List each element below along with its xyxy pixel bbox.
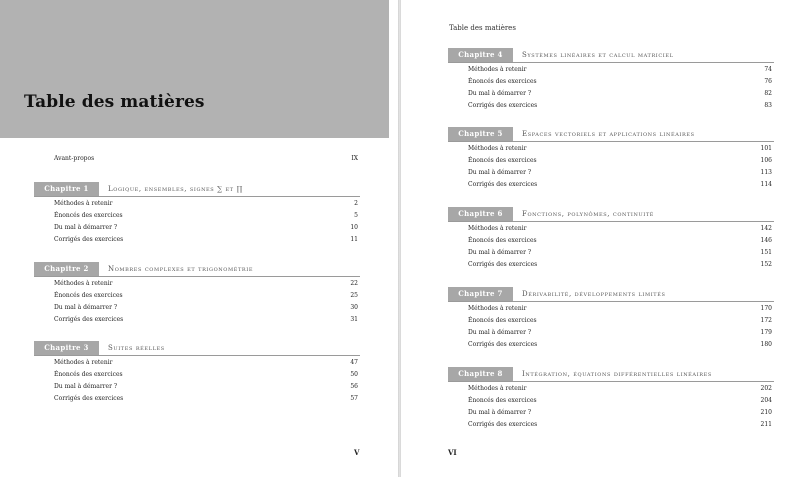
entry-page: 202 — [760, 385, 772, 392]
entry-label: Du mal à démarrer ? — [54, 304, 118, 311]
entry-page: 83 — [764, 102, 772, 109]
chapter-title: Espaces vectoriels et applications linéaires — [522, 130, 695, 138]
entry-page: 56 — [350, 383, 358, 390]
chapter-badge: Chapitre 6 — [448, 207, 513, 221]
chapter-badge: Chapitre 5 — [448, 127, 513, 141]
entry-page: 50 — [350, 371, 358, 378]
entry-page: 76 — [764, 78, 772, 85]
chapter-rule — [34, 196, 360, 197]
entry-page: 82 — [764, 90, 772, 97]
toc-row[interactable] — [468, 65, 772, 74]
toc-row[interactable] — [54, 279, 358, 288]
toc-row[interactable] — [468, 224, 772, 233]
foreword-row[interactable] — [54, 154, 358, 163]
chapter-title: Fonctions, polynômes, continuité — [522, 210, 655, 218]
toc-row[interactable] — [54, 291, 358, 300]
entry-page: 151 — [760, 249, 772, 256]
title-band — [0, 0, 389, 138]
chapter-badge: Chapitre 3 — [34, 341, 99, 355]
toc-row[interactable] — [468, 328, 772, 337]
chapter-badge: Chapitre 7 — [448, 287, 513, 301]
chapter-8-heading[interactable] — [448, 367, 774, 381]
chapter-title: Suites réelles — [108, 344, 165, 352]
entry-label: Du mal à démarrer ? — [54, 383, 118, 390]
entry-page: 22 — [350, 280, 358, 287]
toc-row[interactable] — [468, 89, 772, 98]
entry-page: 152 — [760, 261, 772, 268]
entry-page: 204 — [760, 397, 772, 404]
entry-page: 10 — [350, 224, 358, 231]
page-title: Table des matières — [24, 92, 205, 112]
entry-label: Corrigés des exercices — [468, 341, 538, 348]
right-page — [401, 0, 800, 477]
page-number: VI — [448, 448, 457, 457]
toc-row[interactable] — [468, 316, 772, 325]
toc-row[interactable] — [54, 303, 358, 312]
toc-row[interactable] — [468, 180, 772, 189]
toc-row[interactable] — [468, 168, 772, 177]
toc-row[interactable] — [54, 199, 358, 208]
toc-row[interactable] — [54, 211, 358, 220]
entry-page: 172 — [760, 317, 772, 324]
chapter-5-heading[interactable] — [448, 127, 774, 141]
entry-page: 31 — [350, 316, 358, 323]
chapter-6-heading[interactable] — [448, 207, 774, 221]
toc-row[interactable] — [468, 77, 772, 86]
chapter-title: Systèmes linéaires et calcul matriciel — [522, 51, 674, 59]
entry-page: 113 — [760, 169, 772, 176]
entry-label: Du mal à démarrer ? — [468, 409, 532, 416]
toc-row[interactable] — [468, 408, 772, 417]
entry-label: Corrigés des exercices — [468, 421, 538, 428]
entry-label: Du mal à démarrer ? — [468, 249, 532, 256]
entry-page: 47 — [350, 359, 358, 366]
toc-row[interactable] — [468, 236, 772, 245]
toc-row[interactable] — [54, 382, 358, 391]
entry-label: Méthodes à retenir — [54, 280, 113, 287]
entry-label: Du mal à démarrer ? — [54, 224, 118, 231]
entry-page: IX — [351, 155, 358, 162]
entry-label: Énoncés des exercices — [54, 371, 123, 378]
entry-label: Corrigés des exercices — [468, 261, 538, 268]
entry-page: 114 — [760, 181, 772, 188]
entry-label: Énoncés des exercices — [468, 237, 537, 244]
chapter-badge: Chapitre 8 — [448, 367, 513, 381]
entry-label: Du mal à démarrer ? — [468, 169, 532, 176]
chapter-2-heading[interactable] — [34, 262, 360, 276]
toc-row[interactable] — [468, 384, 772, 393]
entry-page: 211 — [760, 421, 772, 428]
chapter-badge: Chapitre 2 — [34, 262, 99, 276]
entry-label: Corrigés des exercices — [54, 316, 124, 323]
entry-page: 30 — [350, 304, 358, 311]
entry-label: Énoncés des exercices — [468, 317, 537, 324]
entry-label: Énoncés des exercices — [468, 78, 537, 85]
entry-label: Méthodes à retenir — [468, 385, 527, 392]
entry-label: Méthodes à retenir — [468, 305, 527, 312]
toc-row[interactable] — [468, 420, 772, 429]
toc-row[interactable] — [468, 304, 772, 313]
chapter-1-heading[interactable] — [34, 182, 360, 196]
entry-label: Méthodes à retenir — [54, 200, 113, 207]
toc-row[interactable] — [468, 156, 772, 165]
chapter-rule — [448, 62, 774, 63]
entry-page: 2 — [354, 200, 358, 207]
entry-label: Du mal à démarrer ? — [468, 329, 532, 336]
chapter-7-heading[interactable] — [448, 287, 774, 301]
chapter-badge: Chapitre 1 — [34, 182, 99, 196]
toc-row[interactable] — [54, 394, 358, 403]
entry-label: Méthodes à retenir — [468, 145, 527, 152]
entry-page: 11 — [350, 236, 358, 243]
entry-page: 146 — [760, 237, 772, 244]
entry-page: 170 — [760, 305, 772, 312]
chapter-rule — [448, 221, 774, 222]
entry-label: Méthodes à retenir — [468, 225, 527, 232]
toc-row[interactable] — [54, 370, 358, 379]
entry-page: 179 — [760, 329, 772, 336]
entry-page: 101 — [760, 145, 772, 152]
chapter-title: Nombres complexes et trigonométrie — [108, 265, 254, 273]
entry-label: Méthodes à retenir — [468, 66, 527, 73]
entry-label: Corrigés des exercices — [54, 236, 124, 243]
toc-row[interactable] — [468, 101, 772, 110]
entry-page: 74 — [764, 66, 772, 73]
entry-page: 210 — [760, 409, 772, 416]
entry-label: Du mal à démarrer ? — [468, 90, 532, 97]
chapter-title: Intégration, équations différentielles linéaires — [522, 370, 712, 378]
left-page — [0, 0, 398, 477]
running-head: Table des matières — [449, 24, 516, 32]
chapter-title: Dérivabilité, développements limités — [522, 290, 666, 298]
entry-label: Avant-propos — [54, 155, 95, 162]
entry-label: Corrigés des exercices — [468, 181, 538, 188]
entry-page: 106 — [760, 157, 772, 164]
entry-page: 5 — [354, 212, 358, 219]
toc-row[interactable] — [54, 315, 358, 324]
toc-row[interactable] — [468, 396, 772, 405]
entry-page: 180 — [760, 341, 772, 348]
entry-page: 25 — [350, 292, 358, 299]
chapter-3-heading[interactable] — [34, 341, 360, 355]
chapter-rule — [448, 381, 774, 382]
entry-label: Énoncés des exercices — [468, 397, 537, 404]
chapter-badge: Chapitre 4 — [448, 48, 513, 62]
chapter-rule — [448, 141, 774, 142]
toc-row[interactable] — [54, 358, 358, 367]
entry-label: Corrigés des exercices — [468, 102, 538, 109]
chapter-title: Logique, ensembles, signes ∑ et ∏ — [108, 185, 243, 193]
entry-page: 57 — [350, 395, 358, 402]
chapter-rule — [448, 301, 774, 302]
toc-row[interactable] — [468, 248, 772, 257]
toc-row[interactable] — [54, 235, 358, 244]
chapter-4-heading[interactable] — [448, 48, 774, 62]
toc-row[interactable] — [468, 340, 772, 349]
entry-page: 142 — [760, 225, 772, 232]
chapter-rule — [34, 276, 360, 277]
page-number: V — [354, 448, 360, 457]
entry-label: Énoncés des exercices — [468, 157, 537, 164]
entry-label: Corrigés des exercices — [54, 395, 124, 402]
entry-label: Énoncés des exercices — [54, 212, 123, 219]
entry-label: Énoncés des exercices — [54, 292, 123, 299]
toc-row[interactable] — [468, 260, 772, 269]
toc-row[interactable] — [54, 223, 358, 232]
entry-label: Méthodes à retenir — [54, 359, 113, 366]
chapter-rule — [34, 355, 360, 356]
toc-row[interactable] — [468, 144, 772, 153]
